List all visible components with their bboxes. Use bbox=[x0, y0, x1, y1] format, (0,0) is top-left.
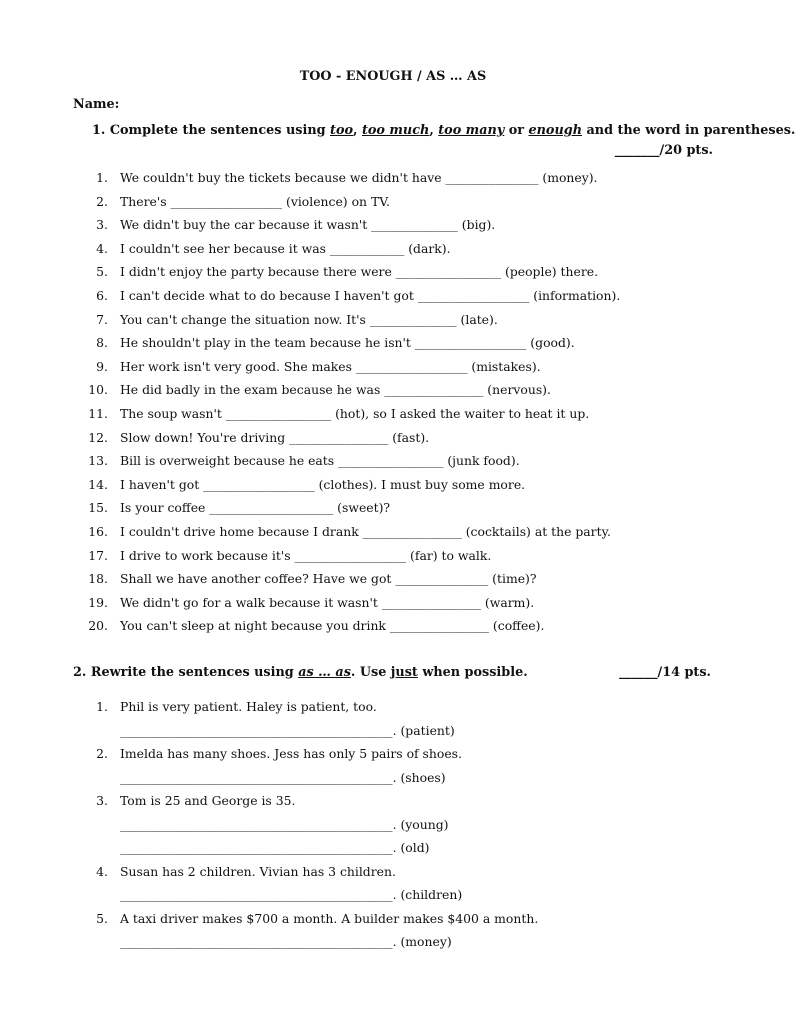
section1-instruction: 1. Complete the sentences using too, too much, too many or enough and the word in parentheses. bbox=[92, 123, 795, 138]
item-text: Slow down! You're driving ________________ (fast). bbox=[120, 429, 430, 445]
item-number: 20. bbox=[88, 618, 108, 634]
item-text: Susan has 2 children. Vivian has 3 children. bbox=[120, 863, 396, 879]
item-number: 3. bbox=[96, 217, 108, 233]
item-text: I couldn't drive home because I drank ________________ (cocktails) at the party. bbox=[120, 524, 611, 539]
item-number: 15. bbox=[88, 500, 108, 516]
item-text: A taxi driver makes $700 a month. A builder makes $400 a month. bbox=[120, 910, 539, 926]
item-text: We didn't buy the car because it wasn't ______________ (big). bbox=[120, 217, 496, 233]
answer-blank: ____________________________________________. (children) bbox=[120, 887, 463, 902]
answer-blank: ____________________________________________. (young) bbox=[120, 816, 449, 832]
item-number: 1. bbox=[96, 170, 108, 185]
item-number: 5. bbox=[96, 264, 108, 280]
section2-points: ______/14 pts. bbox=[619, 665, 711, 680]
item-number: 4. bbox=[96, 863, 108, 879]
item-text: I couldn't see her because it was ____________ (dark). bbox=[120, 240, 451, 256]
item-number: 3. bbox=[96, 793, 108, 808]
answer-blank: ____________________________________________. (old) bbox=[120, 840, 430, 855]
section2-instruction: 2. Rewrite the sentences using as … as. Use just when possible. bbox=[73, 665, 528, 680]
item-text: We didn't go for a walk because it wasn't ________________ (warm). bbox=[120, 594, 535, 610]
item-number: 7. bbox=[96, 311, 108, 327]
item-text: The soup wasn't _________________ (hot), so I asked the waiter to heat it up. bbox=[120, 406, 590, 421]
item-number: 11. bbox=[88, 406, 108, 421]
answer-blank: ____________________________________________. (patient) bbox=[120, 722, 455, 738]
item-number: 13. bbox=[88, 453, 108, 469]
item-number: 1. bbox=[96, 699, 108, 714]
item-number: 2. bbox=[96, 193, 108, 209]
item-text: Imelda has many shoes. Jess has only 5 pairs of shoes. bbox=[120, 746, 462, 761]
answer-blank: ____________________________________________. (money) bbox=[120, 934, 452, 949]
worksheet-title: TOO - ENOUGH / AS … AS bbox=[299, 69, 487, 84]
item-text: I haven't got __________________ (clothes). I must buy some more. bbox=[120, 476, 526, 492]
item-number: 5. bbox=[96, 910, 108, 926]
section1-points: _______/20 pts. bbox=[614, 143, 713, 158]
item-number: 19. bbox=[88, 594, 108, 610]
item-text: Bill is overweight because he eats _________________ (junk food). bbox=[120, 453, 520, 469]
item-text: He shouldn't play in the team because he isn't __________________ (good). bbox=[120, 335, 575, 351]
item-text: I didn't enjoy the party because there were _________________ (people) there. bbox=[120, 264, 599, 280]
item-text: There's __________________ (violence) on TV. bbox=[120, 193, 390, 209]
item-text: Tom is 25 and George is 35. bbox=[120, 793, 296, 808]
item-number: 14. bbox=[88, 476, 108, 492]
item-text: He did badly in the exam because he was ________________ (nervous). bbox=[120, 382, 551, 398]
item-text: Her work isn't very good. She makes __________________ (mistakes). bbox=[120, 358, 541, 374]
name-label: Name: bbox=[73, 97, 120, 112]
item-number: 4. bbox=[96, 240, 108, 256]
item-number: 9. bbox=[96, 358, 108, 374]
answer-blank: ____________________________________________. (shoes) bbox=[120, 769, 446, 785]
item-text: Phil is very patient. Haley is patient, too. bbox=[120, 699, 377, 714]
item-number: 17. bbox=[88, 547, 108, 563]
item-number: 18. bbox=[88, 571, 108, 587]
item-text: Shall we have another coffee? Have we got _______________ (time)? bbox=[120, 571, 537, 587]
item-text: I drive to work because it's __________________ (far) to walk. bbox=[120, 547, 492, 563]
item-text: We couldn't buy the tickets because we didn't have _______________ (money). bbox=[120, 170, 598, 185]
item-text: I can't decide what to do because I haven't got __________________ (information). bbox=[120, 288, 621, 303]
item-number: 8. bbox=[96, 335, 108, 351]
item-text: You can't sleep at night because you drink ________________ (coffee). bbox=[120, 618, 545, 634]
item-number: 12. bbox=[88, 429, 108, 445]
item-number: 10. bbox=[88, 382, 108, 398]
item-number: 16. bbox=[88, 524, 108, 539]
item-text: You can't change the situation now. It's ______________ (late). bbox=[120, 311, 498, 327]
item-text: Is your coffee ____________________ (sweet)? bbox=[120, 500, 391, 516]
item-number: 6. bbox=[96, 288, 108, 303]
item-number: 2. bbox=[96, 746, 108, 761]
